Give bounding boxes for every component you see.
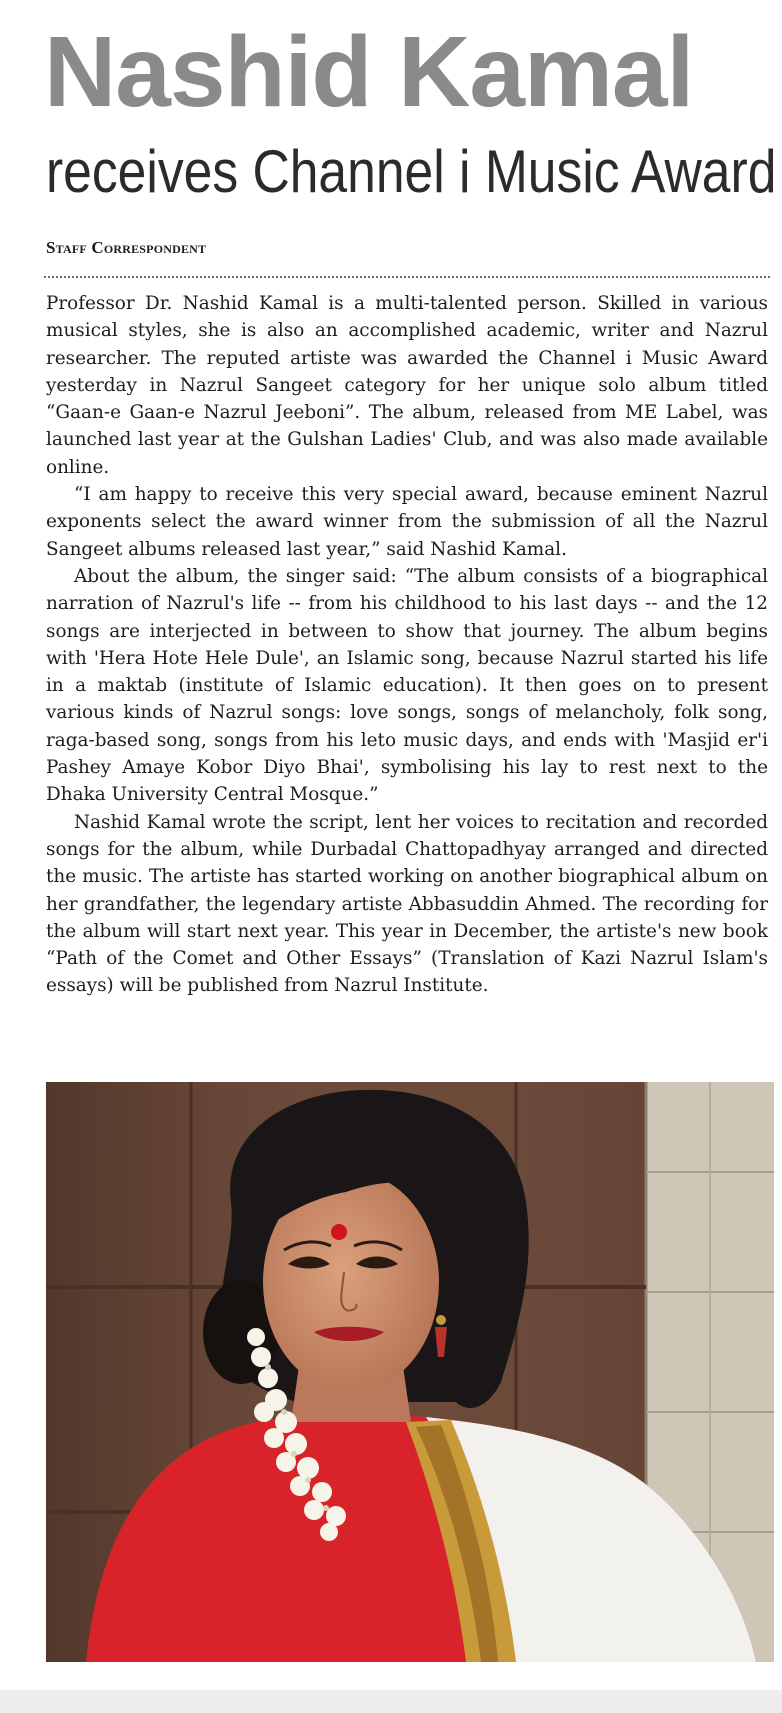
portrait-photo [46,1082,774,1662]
paragraph-1: Professor Dr. Nashid Kamal is a multi-talented person. Skilled in various musical styles, she is also an accomplished academic, writer and Nazrul researcher. The reputed artiste was awarded the Channel i Music Award yesterday in Nazrul Sangeet category for her unique solo album titled “Gaan-e Gaan-e Nazrul Jeeboni”. The album, released from ME Label, was launched last year at the Gulshan Ladies' Club, and was also made available online. [46,293,768,478]
headline: Nashid Kamal [44,16,694,128]
subheadline: receives Channel i Music Award [46,138,777,205]
page-bottom-strip [0,1690,782,1713]
byline: Staff Correspondent [46,238,207,257]
paragraph-3: About the album, the singer said: “The album consists of a biographical narration of Nazrul's life -- from his childhood to his last days -- and the 12 songs are interjected in between to show that journey. The album begins with 'Hera Hote Hele Dule', an Islamic song, because Nazrul started his life in a maktab (institute of Islamic education). It then goes on to present various kinds of Nazrul songs: love songs, songs of melancholy, folk song, raga-based song, songs from his leto music days, and ends with 'Masjid er'i Pashey Amaye Kobor Diyo Bhai', symbolising his lay to rest next to the Dhaka University Central Mosque.” [46,565,768,806]
article-body [46,290,768,1000]
portrait-illustration [46,1082,774,1662]
paragraph-4: Nashid Kamal wrote the script, lent her voices to recitation and recorded songs for the album, while Durbadal Chattopadhyay arranged and directed the music. The artiste has started working on another biographical album on her grandfather, the legendary artiste Abbasuddin Ahmed. The recording for the album will start next year. This year in December, the artiste's new book “Path of the Comet and Other Essays” (Translation of Kazi Nazrul Islam's essays) will be published from Nazrul Institute. [46,811,768,997]
bindi [331,1224,347,1240]
dotted-divider [44,276,770,278]
paragraph-2: “I am happy to receive this very special award, because eminent Nazrul exponents select the award winner from the submission of all the Nazrul Sangeet albums released last year,” said Nashid Kamal. [46,484,768,560]
